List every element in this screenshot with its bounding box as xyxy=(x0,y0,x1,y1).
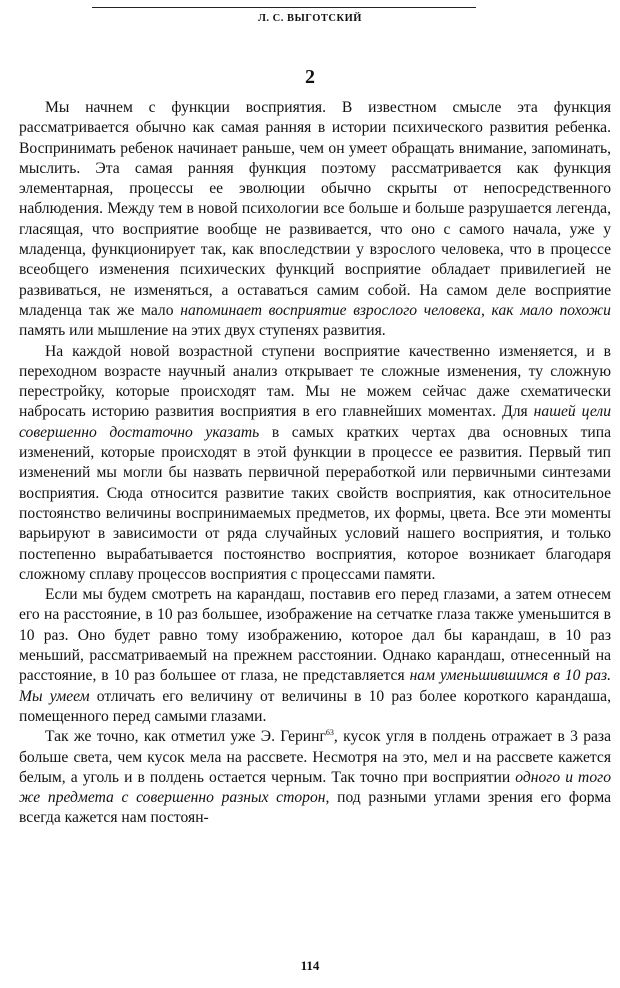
paragraph-3 xyxy=(19,585,611,727)
paragraph-4-text: Так же точно, как отметил уже Э. Геринг xyxy=(45,728,326,746)
paragraph-2 xyxy=(19,342,611,586)
paragraph-3-italic: нам уменьшившимся в 10 раз. Мы умеем xyxy=(19,667,611,705)
paragraph-1 xyxy=(19,98,611,342)
header-rule xyxy=(92,7,476,8)
page-number: 114 xyxy=(300,958,320,973)
paragraph-3-text-end: отличать его величину от величины в 10 раз более короткого карандаша, помещенного перед самыми глазами. xyxy=(19,687,611,725)
body-text xyxy=(19,98,611,829)
footnote-reference[interactable]: 63 xyxy=(325,728,334,738)
paragraph-1-text: Мы начнем с функции восприятия. В известном смысле эта функция рассматривается обычно как самая ранняя в истории психического развития ребенка. Воспринимать ребенок начинает раньше, чем он умеет обращать внимание, запоминать, мыслить. Эта самая ранняя функция поэтому рассматривается как функция элементарная, процессы ее эволюции обычно скрыты от непосредственного наблюдения. Между тем в новой психологии все больше и больше разрушается легенда, гласящая, что восприятие вообще не развивается, что оно с самого начала, уже у младенца, функционирует так, как впоследствии у взрослого человека, что в процессе всеобщего изменения психических функций восприятие обладает привилегией не развиваться, не изменяться, а оставаться самим собой. На самом деле восприятие младенца так же мало xyxy=(19,99,611,319)
paragraph-4-text-mid: , кусок угля в полдень отражает в 3 раза больше света, чем кусок мела на рассвете. Несмотря на это, мел и на рассвете кажется белым, а уголь и в полдень остается черным. Так точно при восприятии xyxy=(19,728,611,786)
paragraph-3-text: Если мы будем смотреть на карандаш, поставив его перед глазами, а затем отнесем его на расстояние, в 10 раз большее, изображение на сетчатке глаза также уменьшится в 10 раз. Оно будет равно тому изображению, которое дал бы карандаш, в 10 раз меньший, рассматриваемый на прежнем расстоянии. Однако карандаш, отнесенный на расстояние, в 10 раз большее от глаза, не представляется xyxy=(19,586,611,685)
paragraph-4-italic: одного и того же предмета с совершенно разных сторон, xyxy=(19,768,611,807)
running-header: Л. С. ВЫГОТСКИЙ xyxy=(258,13,362,24)
paragraph-4 xyxy=(19,727,611,828)
paragraph-2-text: На каждой новой возрастной ступени восприятие качественно изменяется, и в переходном возрасте научный анализ открывает те сложные изменения, ту сложную перестройку, которые происходят там. Мы не можем сейчас даже схематически набросать историю развития восприятия в его главнейших моментах. Для xyxy=(19,342,611,421)
paragraph-4-text-end: под разными углами зрения его форма всегда кажется нам постоян- xyxy=(19,789,612,827)
paragraph-1-italic: напоминает восприятие взрослого человека, как мало похожи xyxy=(180,301,611,319)
section-number: 2 xyxy=(305,66,315,88)
paragraph-2-text-end: в самых кратких чертах два основных типа изменений, которые происходят в этой функции в процессе ее развития. Первый тип изменений мы могли бы назвать первичной переработкой или первичными синтезами восприятия. Сюда относится развитие таких свойств восприятия, как относительное постоянство величины воспринимаемых предметов, их формы, цвета. Все эти моменты варьируют в зависимости от ряда случайных условий нашего восприятия, и только постепенно вырабатывается постоянство восприятия, которое возникает благодаря сложному сплаву процессов восприятия с процессами памяти. xyxy=(19,423,612,583)
paragraph-1-text-end: память или мышление на этих двух ступенях развития. xyxy=(19,322,386,340)
paragraph-2-italic: нашей цели совершенно достаточно указать xyxy=(19,403,611,441)
